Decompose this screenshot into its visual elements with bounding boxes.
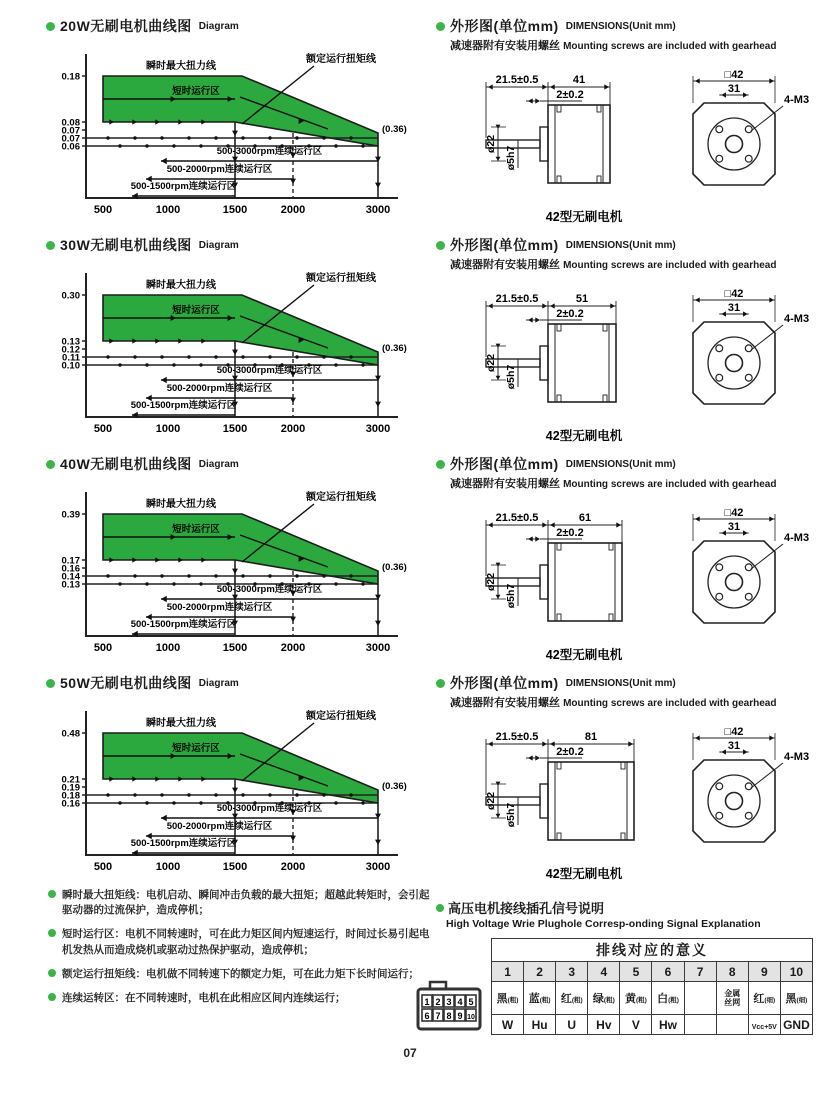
wiring-table-header: 排线对应的意义: [492, 939, 813, 962]
dimension-section-51: [436, 235, 818, 454]
wire-color: 白(粗): [652, 982, 684, 1015]
x-tick-label: 500: [93, 204, 113, 216]
dim-body-length: 81: [584, 731, 598, 743]
legend-notes: [48, 888, 436, 1015]
x-tick-label: 500: [93, 861, 113, 873]
pin-number: 9: [748, 962, 780, 982]
dim-offset: 2±0.2: [556, 308, 584, 320]
short-zone-label: 短时运行区: [172, 743, 220, 754]
torque-chart-section-40w: [46, 454, 434, 673]
dim-subtitle: 减速器附有安装用螺丝: [450, 697, 560, 709]
dimension-section-41: [436, 16, 818, 235]
dim-collar-dia: ø22: [485, 572, 497, 592]
bullet-icon: [436, 460, 445, 469]
pin-number: 7: [684, 962, 716, 982]
x-tick-label: 2000: [280, 642, 306, 654]
range-label: 500-2000rpm连续运行区: [166, 164, 273, 175]
note-text: 连续运转区：在不同转速时，电机在此相应区间内连续运行；: [62, 992, 346, 1005]
wire-color: [684, 982, 716, 1015]
pin-number: 3: [556, 962, 588, 982]
dim-title: 外形图(单位mm): [450, 18, 559, 34]
svg-text:4: 4: [457, 997, 463, 1007]
dim-shaft-dia: ø5h7: [505, 583, 517, 609]
y-tick-label: 0.16: [61, 563, 80, 575]
bullet-icon: [46, 460, 55, 469]
y-tick-label: 0.10: [61, 360, 80, 372]
dimension-section-61: [436, 454, 818, 673]
dim-screws: 4-M3: [784, 313, 810, 325]
note-item: [48, 888, 436, 918]
dim-body-length: 51: [575, 293, 589, 305]
torque-chart-section-50w: [46, 673, 434, 892]
range-label: 500-1500rpm连续运行区: [130, 400, 237, 411]
chart-title: 40W无刷电机曲线图: [60, 456, 192, 472]
y-tick-label: 0.06: [61, 141, 80, 153]
bullet-icon: [48, 890, 56, 898]
note-text: 短时运行区：电机不同转速时，可在此力矩区间内短速运行，时间过长易引起电机发热从而造成烧机或驱动过热保护驱动，造成停机；: [62, 928, 430, 956]
range-label: 500-3000rpm连续运行区: [216, 365, 323, 376]
bullet-icon: [436, 241, 445, 250]
x-tick-label: 3000: [365, 423, 391, 435]
rated-line-label: 额定运行扭矩线: [306, 273, 376, 284]
bullet-icon: [436, 679, 445, 688]
x-tick-label: 1000: [155, 423, 181, 435]
wire-signal: W: [492, 1015, 524, 1035]
dim-subtitle-en: Mounting screws are included with gearhead: [563, 260, 777, 271]
pin-number: 10: [780, 962, 812, 982]
note-item: [48, 991, 436, 1006]
dim-screws: 4-M3: [784, 532, 810, 544]
wire-signal: Hv: [588, 1015, 620, 1035]
dim-title: 外形图(单位mm): [450, 675, 559, 691]
torque-chart-plot: [46, 693, 434, 889]
dim-collar-dia: ø22: [485, 791, 497, 811]
wiring-section: [424, 898, 818, 1048]
x-tick-label: 3000: [365, 861, 391, 873]
torque-chart-plot: [46, 36, 434, 232]
dim-offset: 2±0.2: [556, 746, 584, 758]
drawing-caption: 42型无刷电机: [545, 210, 623, 224]
y-tick-label: 0.48: [61, 728, 80, 740]
dim-square: □42: [724, 726, 744, 738]
dim-title-en: DIMENSIONS(Unit mm): [565, 20, 676, 32]
y-tick-label: 0.07: [61, 133, 80, 145]
dim-offset: 2±0.2: [556, 527, 584, 539]
dim-subtitle-en: Mounting screws are included with gearhead: [563, 479, 777, 490]
torque-chart-section-30w: [46, 235, 434, 454]
pin-number: 6: [652, 962, 684, 982]
x-tick-label: 1500: [222, 204, 248, 216]
wire-signal: [716, 1015, 748, 1035]
dimension-drawing: [436, 272, 818, 448]
svg-text:8: 8: [446, 1011, 452, 1021]
y-tick-label: 0.18: [61, 790, 80, 802]
torque-chart-plot: [46, 474, 434, 670]
chart-title-en: Diagram: [198, 239, 239, 251]
svg-text:7: 7: [435, 1011, 441, 1021]
dimension-drawing: [436, 710, 818, 886]
y-tick-label: 0.14: [61, 571, 80, 583]
peak-line-label: 瞬时最大扭力线: [146, 280, 216, 291]
note-item: [48, 927, 436, 957]
wire-color: 红(粗): [556, 982, 588, 1015]
range-label: 500-1500rpm连续运行区: [130, 619, 237, 630]
bullet-icon: [48, 993, 56, 1001]
dim-collar-dia: ø22: [485, 134, 497, 154]
bullet-icon: [436, 22, 445, 31]
dim-shaft-dia: ø5h7: [505, 802, 517, 828]
y-tick-label: 0.17: [61, 555, 80, 567]
bullet-icon: [48, 969, 56, 977]
y-tick-label: 0.30: [61, 290, 80, 302]
x-tick-label: 1000: [155, 642, 181, 654]
dim-offset: 2±0.2: [556, 89, 584, 101]
x-tick-label: 3000: [365, 204, 391, 216]
wire-signal: V: [620, 1015, 652, 1035]
wire-color: 黑(细): [780, 982, 812, 1015]
dim-square: □42: [724, 288, 744, 300]
drawing-caption: 42型无刷电机: [545, 429, 623, 443]
dim-hole-span: 31: [727, 521, 741, 533]
chart-title: 30W无刷电机曲线图: [60, 237, 192, 253]
svg-text:10: 10: [467, 1014, 475, 1021]
pin-number: 4: [588, 962, 620, 982]
y-tick-label: 0.08: [61, 117, 80, 129]
x-tick-label: 1500: [222, 861, 248, 873]
bullet-icon: [46, 241, 55, 250]
wire-signal: U: [556, 1015, 588, 1035]
dim-subtitle: 减速器附有安装用螺丝: [450, 259, 560, 271]
pin-number: 5: [620, 962, 652, 982]
dim-shaft-dia: ø5h7: [505, 145, 517, 171]
x-tick-label: 500: [93, 423, 113, 435]
dimension-drawings-column: [436, 16, 818, 892]
x-tick-label: 1500: [222, 423, 248, 435]
y-tick-label: 0.39: [61, 509, 80, 521]
dim-hole-span: 31: [727, 740, 741, 752]
short-zone-label: 短时运行区: [172, 86, 220, 97]
chart-title-en: Diagram: [198, 458, 239, 470]
dim-shaft-length: 21.5±0.5: [495, 74, 539, 86]
peak-line-label: 瞬时最大扭力线: [146, 499, 216, 510]
wire-signal: [684, 1015, 716, 1035]
y-tick-label: 0.21: [61, 774, 80, 786]
peak-line-label: 瞬时最大扭力线: [146, 61, 216, 72]
right-annotation: (0.36): [382, 124, 407, 135]
x-tick-label: 500: [93, 642, 113, 654]
wire-color: 黄(粗): [620, 982, 652, 1015]
dim-title-en: DIMENSIONS(Unit mm): [565, 239, 676, 251]
svg-text:3: 3: [446, 997, 452, 1007]
dim-subtitle-en: Mounting screws are included with gearhead: [563, 698, 777, 709]
dimension-drawing: [436, 491, 818, 667]
y-tick-label: 0.13: [61, 579, 80, 591]
note-item: [48, 967, 436, 982]
range-label: 500-2000rpm连续运行区: [166, 383, 273, 394]
range-label: 500-1500rpm连续运行区: [130, 181, 237, 192]
chart-title-en: Diagram: [198, 20, 239, 32]
dim-square: □42: [724, 69, 744, 81]
y-tick-label: 0.07: [61, 125, 80, 137]
rated-line-label: 额定运行扭矩线: [306, 492, 376, 503]
dim-shaft-length: 21.5±0.5: [495, 512, 539, 524]
dimension-section-81: [436, 673, 818, 892]
dim-title: 外形图(单位mm): [450, 237, 559, 253]
dim-screws: 4-M3: [784, 751, 810, 763]
dim-subtitle-en: Mounting screws are included with gearhead: [563, 41, 777, 52]
dim-hole-span: 31: [727, 83, 741, 95]
dim-shaft-length: 21.5±0.5: [495, 731, 539, 743]
right-annotation: (0.36): [382, 343, 407, 354]
dim-body-length: 41: [572, 74, 586, 86]
wiring-title: 高压电机接线插孔信号说明: [448, 901, 605, 916]
torque-chart-section-20w: [46, 16, 434, 235]
wire-color: 红(细): [748, 982, 780, 1015]
note-text: 瞬时最大扭矩线：电机启动、瞬间冲击负载的最大扭矩；超越此转矩时，会引起驱动器的过流保护，造成停机；: [62, 889, 430, 917]
rated-line-label: 额定运行扭矩线: [306, 54, 376, 65]
wiring-title-en: High Voltage Wrie Plughole Corresp-onding Signal Explanation: [446, 918, 761, 930]
dim-screws: 4-M3: [784, 94, 810, 106]
svg-text:5: 5: [468, 997, 474, 1007]
y-tick-label: 0.13: [61, 336, 80, 348]
wire-signal: Hu: [524, 1015, 556, 1035]
range-label: 500-3000rpm连续运行区: [216, 584, 323, 595]
chart-title: 20W无刷电机曲线图: [60, 18, 192, 34]
svg-text:1: 1: [424, 997, 430, 1007]
dim-collar-dia: ø22: [485, 353, 497, 373]
dim-subtitle: 减速器附有安装用螺丝: [450, 40, 560, 52]
pin-number: 2: [524, 962, 556, 982]
x-tick-label: 1000: [155, 204, 181, 216]
svg-text:9: 9: [457, 1011, 463, 1021]
page-number: 07: [403, 1046, 417, 1060]
svg-text:6: 6: [424, 1011, 430, 1021]
dim-title: 外形图(单位mm): [450, 456, 559, 472]
y-tick-label: 0.12: [61, 344, 80, 356]
torque-chart-plot: [46, 255, 434, 451]
x-tick-label: 3000: [365, 642, 391, 654]
chart-title-en: Diagram: [198, 677, 239, 689]
dim-subtitle: 减速器附有安装用螺丝: [450, 478, 560, 490]
wire-color: 黑(粗): [492, 982, 524, 1015]
pin-number: 1: [492, 962, 524, 982]
wiring-table: [491, 938, 813, 1035]
wire-color: 蓝(粗): [524, 982, 556, 1015]
y-tick-label: 0.19: [61, 782, 80, 794]
range-label: 500-3000rpm连续运行区: [216, 803, 323, 814]
bullet-icon: [46, 679, 55, 688]
x-tick-label: 2000: [280, 861, 306, 873]
dim-hole-span: 31: [727, 302, 741, 314]
bullet-icon: [46, 22, 55, 31]
x-tick-label: 2000: [280, 423, 306, 435]
pin-number: 8: [716, 962, 748, 982]
y-tick-label: 0.18: [61, 71, 80, 83]
short-zone-label: 短时运行区: [172, 524, 220, 535]
range-label: 500-2000rpm连续运行区: [166, 602, 273, 613]
rated-line-label: 额定运行扭矩线: [306, 711, 376, 722]
wire-signal: GND: [780, 1015, 812, 1035]
peak-line-label: 瞬时最大扭力线: [146, 718, 216, 729]
bullet-icon: [436, 904, 444, 912]
drawing-caption: 42型无刷电机: [545, 648, 623, 662]
wire-signal: Vcc+5V: [748, 1015, 780, 1035]
torque-charts-column: [46, 16, 434, 892]
dim-title-en: DIMENSIONS(Unit mm): [565, 458, 676, 470]
chart-title: 50W无刷电机曲线图: [60, 675, 192, 691]
range-label: 500-2000rpm连续运行区: [166, 821, 273, 832]
dim-title-en: DIMENSIONS(Unit mm): [565, 677, 676, 689]
y-tick-label: 0.16: [61, 798, 80, 810]
note-text: 额定运行扭矩线：电机做不同转速下的额定力矩，可在此力矩下长时间运行；: [62, 967, 419, 980]
wire-color: 绿(粗): [588, 982, 620, 1015]
x-tick-label: 1000: [155, 861, 181, 873]
dim-shaft-dia: ø5h7: [505, 364, 517, 390]
connector-plug-icon: [416, 980, 484, 1037]
right-annotation: (0.36): [382, 781, 407, 792]
right-annotation: (0.36): [382, 562, 407, 573]
short-zone-label: 短时运行区: [172, 305, 220, 316]
dim-shaft-length: 21.5±0.5: [495, 293, 539, 305]
range-label: 500-1500rpm连续运行区: [130, 838, 237, 849]
x-tick-label: 2000: [280, 204, 306, 216]
drawing-caption: 42型无刷电机: [545, 867, 623, 881]
dim-body-length: 61: [578, 512, 592, 524]
dim-square: □42: [724, 507, 744, 519]
x-tick-label: 1500: [222, 642, 248, 654]
bullet-icon: [48, 929, 56, 937]
y-tick-label: 0.11: [62, 352, 80, 364]
range-label: 500-3000rpm连续运行区: [216, 146, 323, 157]
wire-color: 金属 丝网: [716, 982, 748, 1015]
dimension-drawing: [436, 53, 818, 229]
wire-signal: Hw: [652, 1015, 684, 1035]
svg-text:2: 2: [435, 997, 441, 1007]
